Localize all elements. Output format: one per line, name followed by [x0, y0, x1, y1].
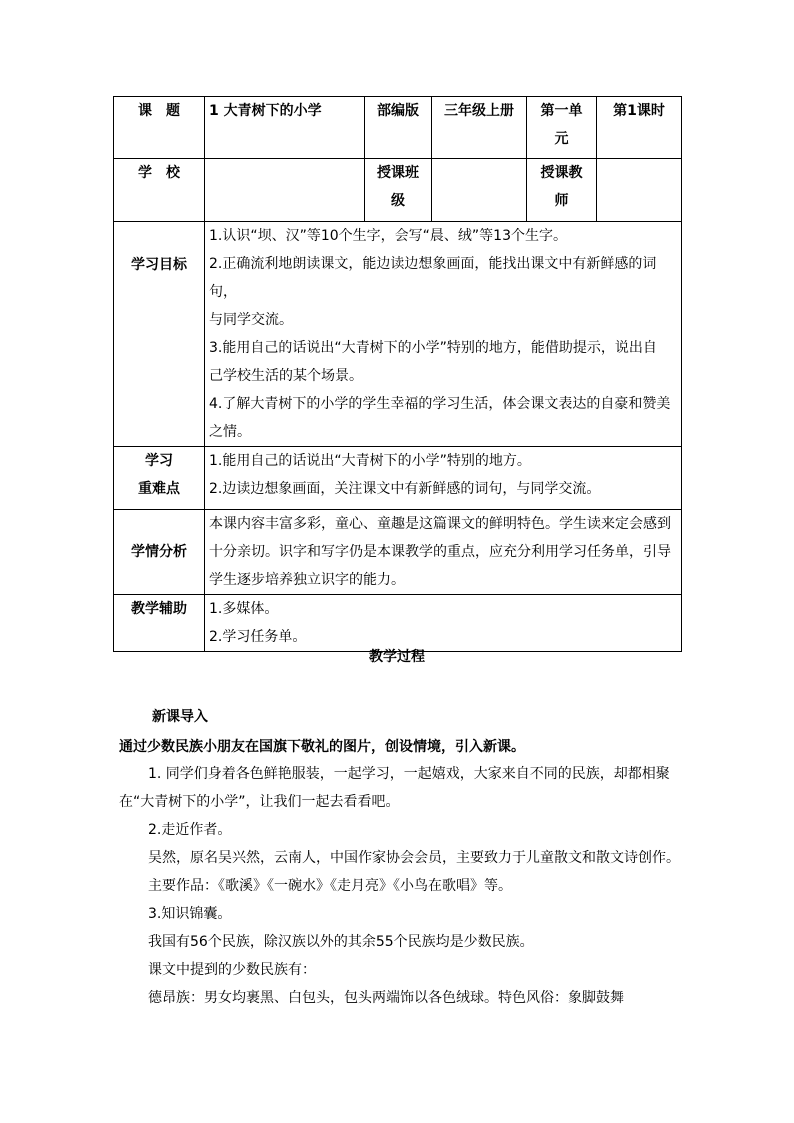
key-points-content	[205, 447, 682, 510]
paragraph-1-line-1: 1. 同学们身着各色鲜艳服装，一起学习，一起嬉戏，大家来自不同的民族，却都相聚	[148, 766, 670, 782]
key-points-label-line-1: 学习	[145, 453, 173, 469]
period: 第1课时	[597, 97, 682, 159]
analysis-line: 本课内容丰富多彩，童心、童趣是这篇课文的鲜明特色。学生读来定会感到	[209, 516, 671, 532]
objectives-label: 学习目标	[114, 222, 205, 447]
teacher-value	[597, 159, 682, 222]
teacher-label-line-2: 师	[554, 193, 569, 209]
school-row	[114, 159, 682, 222]
key-points-row	[114, 447, 682, 510]
objective-line: 1.认识“坝、汉”等10个生字，会写“晨、绒”等13个生字。	[209, 228, 567, 244]
unit-line-2: 元	[554, 131, 569, 147]
objective-line: 3.能用自己的话说出“大青树下的小学”特别的地方，能借助提示，说出自	[209, 340, 657, 356]
aid-line: 2.学习任务单。	[209, 629, 307, 645]
key-point-line: 2.边读边想象画面，关注课文中有新鲜感的词句，与同学交流。	[209, 481, 601, 497]
key-points-label	[114, 447, 205, 510]
unit	[527, 97, 597, 159]
unit-line-1: 第一单	[540, 103, 583, 119]
paragraph-1-line-2: 在“大青树下的小学”，让我们一起去看看吧。	[119, 794, 400, 810]
topic-value: 1 大青树下的小学	[205, 97, 365, 159]
grade: 三年级上册	[432, 97, 527, 159]
analysis-line: 学生逐步培养独立识字的能力。	[209, 572, 405, 588]
objective-line: 之情。	[209, 424, 251, 440]
class-label	[365, 159, 432, 222]
topic-label: 课 题	[114, 97, 205, 159]
edition: 部编版	[365, 97, 432, 159]
aids-label: 教学辅助	[114, 595, 205, 652]
aid-line: 1.多媒体。	[209, 601, 279, 617]
school-value	[205, 159, 365, 222]
paragraph-2: 2.走近作者。	[148, 822, 232, 838]
lesson-plan-table	[113, 96, 682, 652]
analysis-row	[114, 510, 682, 595]
objectives-row	[114, 222, 682, 447]
paragraph-4: 主要作品：《歌溪》《一碗水》《走月亮》《小鸟在歌唱》等。	[148, 878, 512, 894]
analysis-content	[205, 510, 682, 595]
school-label: 学 校	[114, 159, 205, 222]
section-title: 新课导入	[152, 709, 208, 725]
class-label-line-2: 级	[391, 193, 405, 209]
key-point-line: 1.能用自己的话说出“大青树下的小学”特别的地方。	[209, 453, 531, 469]
paragraph-5: 3.知识锦囊。	[148, 906, 232, 922]
aids-content	[205, 595, 682, 652]
teacher-label-line-1: 授课教	[540, 165, 583, 181]
objective-line: 2.正确流利地朗读课文，能边读边想象画面，能找出课文中有新鲜感的词句，	[209, 256, 657, 300]
paragraph-3: 吴然，原名吴兴然，云南人，中国作家协会会员，主要致力于儿童散文和散文诗创作。	[148, 850, 680, 866]
process-title: 教学过程	[369, 649, 425, 665]
intro-text: 通过少数民族小朋友在国旗下敬礼的图片，创设情境，引入新课。	[119, 739, 525, 755]
aids-row	[114, 595, 682, 652]
objective-line: 己学校生活的某个场景。	[209, 368, 363, 384]
header-row	[114, 97, 682, 159]
paragraph-7: 课文中提到的少数民族有：	[148, 962, 316, 978]
objective-line: 4.了解大青树下的小学的学生幸福的学习生活，体会课文表达的自豪和赞美	[209, 396, 671, 412]
teacher-label	[527, 159, 597, 222]
analysis-line: 十分亲切。识字和写字仍是本课教学的重点，应充分利用学习任务单，引导	[209, 544, 671, 560]
analysis-label: 学情分析	[114, 510, 205, 595]
objectives-content	[205, 222, 682, 447]
class-label-line-1: 授课班	[377, 165, 419, 181]
key-points-label-line-2: 重难点	[138, 481, 180, 497]
paragraph-8: 德昂族：男女均裹黑、白包头，包头两端饰以各色绒球。特色风俗：象脚鼓舞	[148, 990, 624, 1006]
paragraph-6: 我国有56个民族，除汉族以外的其余55个民族均是少数民族。	[148, 934, 534, 950]
class-value	[432, 159, 527, 222]
objective-line: 与同学交流。	[209, 312, 293, 328]
